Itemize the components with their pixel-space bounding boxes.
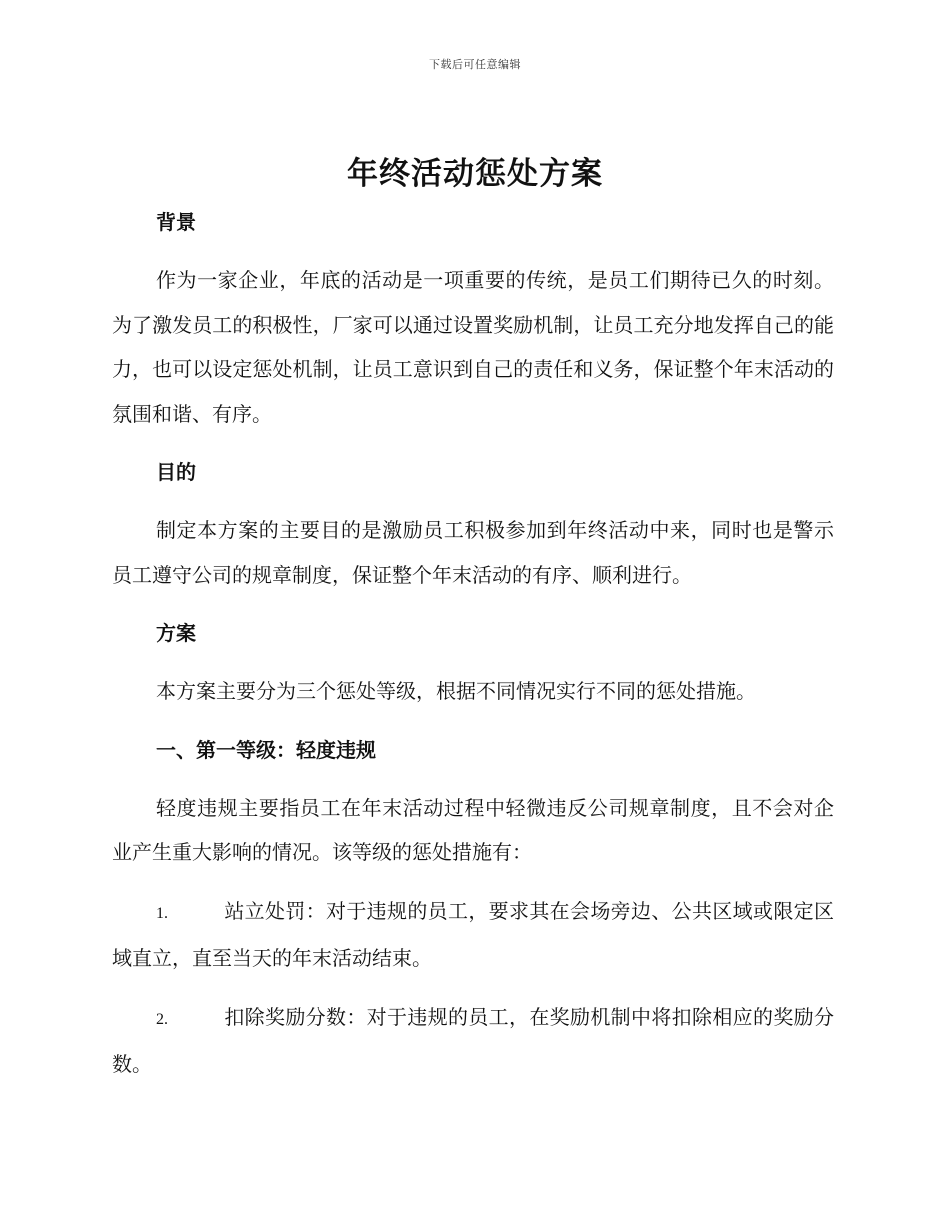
list-item — [112, 995, 834, 1087]
list-item-text: 站立处罚：对于违规的员工，要求其在会场旁边、公共区域或限定区域直立，直至当天的年末活动结束。 — [112, 898, 834, 970]
list-item-text: 扣除奖励分数：对于违规的员工，在奖励机制中将扣除相应的奖励分数。 — [112, 1004, 834, 1076]
header-note: 下载后可任意编辑 — [429, 58, 521, 71]
list-item-number: 2. — [156, 1010, 168, 1028]
list-item-number: 1. — [156, 904, 168, 922]
paragraph-plan: 本方案主要分为三个惩处等级，根据不同情况实行不同的惩处措施。 — [156, 679, 756, 703]
section-heading-plan: 方案 — [156, 621, 196, 645]
section-heading-purpose: 目的 — [156, 460, 196, 484]
list-item — [112, 889, 834, 981]
document-title: 年终活动惩处方案 — [347, 156, 603, 192]
section-heading-background: 背景 — [156, 210, 196, 234]
paragraph-background: 作为一家企业，年底的活动是一项重要的传统，是员工们期待已久的时刻。为了激发员工的积极性，厂家可以通过设置奖励机制，让员工充分地发挥自己的能力，也可以设定惩处机制，让员工意识到自己的责任和义务，保证整个年末活动的氛围和谐、有序。 — [112, 268, 834, 426]
section-heading-level-one: 一、第一等级：轻度违规 — [156, 737, 376, 762]
document-body — [112, 200, 834, 1101]
paragraph-level-one: 轻度违规主要指员工在年末活动过程中轻微违反公司规章制度，且不会对企业产生重大影响的情况。该等级的惩处措施有： — [112, 795, 834, 864]
paragraph-purpose: 制定本方案的主要目的是激励员工积极参加到年终活动中来，同时也是警示员工遵守公司的规章制度，保证整个年末活动的有序、顺利进行。 — [112, 518, 834, 587]
